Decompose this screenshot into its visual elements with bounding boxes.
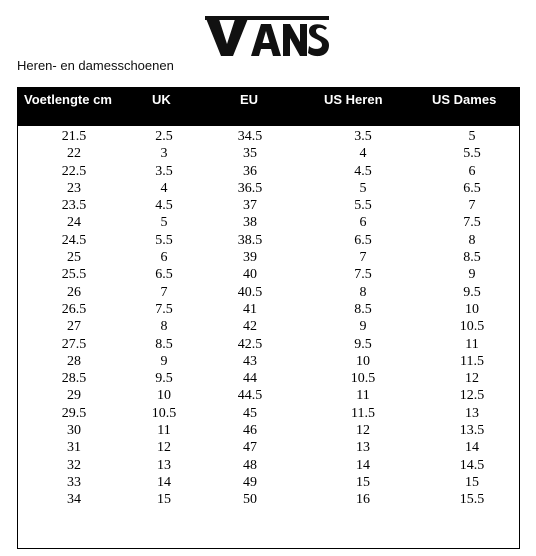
- cell-us-heren: 7.5: [354, 267, 372, 283]
- cell-us-heren: 8: [359, 284, 367, 300]
- table-row: [18, 145, 519, 162]
- cell-voetlengte: 21.5: [61, 129, 87, 144]
- cell-eu: 43: [243, 353, 257, 369]
- cell-us-heren: 11.5: [351, 405, 375, 421]
- cell-us-dames: 10.5: [459, 319, 485, 335]
- cell-uk: 10: [157, 388, 171, 404]
- cell-eu: 45: [243, 405, 257, 421]
- table-row: [18, 318, 519, 335]
- cell-voetlengte: 25: [67, 250, 81, 266]
- cell-us-dames: 13.5: [459, 423, 485, 439]
- cell-us-heren: 7: [359, 250, 367, 266]
- table-row: [18, 405, 519, 422]
- cell-us-dames: 6.5: [463, 180, 481, 196]
- table-row: [18, 439, 519, 456]
- cell-us-heren: 9: [359, 319, 367, 335]
- cell-eu: 38.5: [237, 232, 263, 248]
- vans-logo: [205, 10, 329, 62]
- cell-uk: 9.5: [155, 371, 173, 387]
- cell-uk: 15: [157, 492, 171, 508]
- header-us-dames: US Dames: [432, 92, 497, 107]
- cell-eu: 35: [243, 146, 257, 162]
- table-row: [18, 128, 519, 145]
- cell-eu: 42: [243, 319, 257, 335]
- cell-us-heren: 5.5: [354, 198, 372, 214]
- cell-us-heren: 11: [356, 388, 370, 404]
- cell-voetlengte: 28.5: [61, 371, 87, 387]
- cell-us-dames: 7.5: [463, 215, 481, 231]
- cell-us-dames: 5: [468, 129, 476, 144]
- cell-voetlengte: 29: [67, 388, 81, 404]
- table-row: [18, 370, 519, 387]
- cell-us-heren: 5: [359, 180, 367, 196]
- header-eu: EU: [240, 92, 259, 107]
- cell-voetlengte: 23.5: [61, 198, 87, 214]
- cell-voetlengte: 22.5: [61, 163, 87, 179]
- cell-us-dames: 15: [465, 474, 479, 490]
- cell-uk: 8: [160, 319, 168, 335]
- cell-us-dames: 14.5: [459, 457, 485, 473]
- cell-uk: 13: [157, 457, 171, 473]
- cell-voetlengte: 30: [67, 423, 81, 439]
- cell-us-dames: 5.5: [463, 146, 481, 162]
- cell-eu: 40.5: [237, 284, 263, 300]
- cell-eu: 47: [243, 440, 257, 456]
- cell-us-dames: 12.5: [459, 388, 485, 404]
- logo-top-bar: [205, 16, 329, 20]
- logo-letter-v: [205, 16, 249, 56]
- cell-us-heren: 3.5: [354, 129, 372, 144]
- cell-us-dames: 9: [468, 267, 476, 283]
- cell-voetlengte: 28: [67, 353, 81, 369]
- table-row: [18, 422, 519, 439]
- table-row: [18, 249, 519, 266]
- cell-voetlengte: 27: [67, 319, 81, 335]
- table-row: [18, 266, 519, 283]
- table-header: [18, 88, 519, 126]
- cell-us-dames: 15.5: [459, 492, 485, 508]
- cell-us-dames: 6: [468, 163, 476, 179]
- cell-eu: 34.5: [237, 129, 263, 144]
- cell-us-heren: 8.5: [354, 301, 372, 317]
- cell-us-dames: 10: [465, 301, 479, 317]
- logo-letter-s: [308, 24, 329, 56]
- cell-eu: 37: [243, 198, 257, 214]
- cell-us-dames: 13: [465, 405, 479, 421]
- table-row: [18, 336, 519, 353]
- cell-us-dames: 8.5: [463, 250, 481, 266]
- header-us-heren: US Heren: [324, 92, 383, 107]
- cell-voetlengte: 22: [67, 146, 81, 162]
- cell-us-heren: 12: [356, 423, 370, 439]
- table-row: [18, 301, 519, 318]
- header-voetlengte: Voetlengte cm: [24, 92, 112, 107]
- cell-eu: 41: [243, 301, 257, 317]
- cell-uk: 3.5: [155, 163, 173, 179]
- cell-us-heren: 15: [356, 474, 370, 490]
- cell-uk: 12: [157, 440, 171, 456]
- table-row: [18, 284, 519, 301]
- cell-uk: 11: [157, 423, 171, 439]
- cell-uk: 4.5: [155, 198, 173, 214]
- cell-uk: 4: [160, 180, 168, 196]
- cell-us-heren: 10.5: [350, 371, 376, 387]
- cell-uk: 6: [160, 250, 168, 266]
- cell-voetlengte: 27.5: [61, 336, 87, 352]
- cell-uk: 10.5: [151, 405, 177, 421]
- table-row: [18, 163, 519, 180]
- table-row: [18, 353, 519, 370]
- cell-us-dames: 8: [468, 232, 476, 248]
- cell-uk: 14: [157, 474, 171, 490]
- cell-eu: 44: [243, 371, 257, 387]
- cell-uk: 3: [160, 146, 168, 162]
- cell-eu: 42.5: [237, 336, 263, 352]
- cell-eu: 38: [243, 215, 257, 231]
- table-body: [18, 128, 519, 509]
- table-row: [18, 387, 519, 404]
- cell-eu: 40: [243, 267, 257, 283]
- cell-us-heren: 4: [359, 146, 367, 162]
- cell-us-heren: 6.5: [354, 232, 372, 248]
- cell-voetlengte: 29.5: [61, 405, 87, 421]
- cell-eu: 49: [243, 474, 257, 490]
- cell-us-dames: 7: [468, 198, 476, 214]
- page-subtitle: Heren- en damesschoenen: [17, 58, 174, 73]
- cell-eu: 36.5: [237, 180, 263, 196]
- cell-eu: 36: [243, 163, 257, 179]
- cell-uk: 5.5: [155, 232, 173, 248]
- cell-voetlengte: 23: [67, 180, 81, 196]
- cell-us-dames: 12: [465, 371, 479, 387]
- header-uk: UK: [152, 92, 171, 107]
- cell-uk: 8.5: [155, 336, 173, 352]
- cell-voetlengte: 34: [67, 492, 81, 508]
- cell-eu: 44.5: [237, 388, 263, 404]
- table-row: [18, 180, 519, 197]
- cell-voetlengte: 26: [67, 284, 81, 300]
- cell-us-heren: 4.5: [354, 163, 372, 179]
- table-row: [18, 232, 519, 249]
- cell-uk: 9: [160, 353, 168, 369]
- cell-us-heren: 14: [356, 457, 370, 473]
- cell-voetlengte: 26.5: [61, 301, 87, 317]
- cell-eu: 46: [243, 423, 257, 439]
- table-row: [18, 474, 519, 491]
- table-row: [18, 214, 519, 231]
- cell-us-dames: 9.5: [463, 284, 481, 300]
- cell-voetlengte: 25.5: [61, 267, 87, 283]
- cell-eu: 50: [243, 492, 257, 508]
- table-row: [18, 197, 519, 214]
- cell-us-dames: 14: [465, 440, 479, 456]
- cell-voetlengte: 31: [67, 440, 81, 456]
- cell-eu: 48: [243, 457, 257, 473]
- table-row: [18, 491, 519, 508]
- cell-uk: 2.5: [155, 129, 173, 144]
- cell-us-heren: 16: [356, 492, 370, 508]
- cell-us-heren: 6: [359, 215, 367, 231]
- cell-uk: 7.5: [155, 301, 173, 317]
- cell-uk: 5: [160, 215, 168, 231]
- cell-us-heren: 13: [356, 440, 370, 456]
- cell-voetlengte: 24: [67, 215, 81, 231]
- cell-voetlengte: 24.5: [61, 232, 87, 248]
- cell-eu: 39: [243, 250, 257, 266]
- cell-us-heren: 9.5: [354, 336, 372, 352]
- cell-uk: 7: [160, 284, 168, 300]
- cell-us-heren: 10: [356, 353, 370, 369]
- cell-us-dames: 11: [465, 336, 479, 352]
- cell-uk: 6.5: [155, 267, 173, 283]
- cell-voetlengte: 32: [67, 457, 81, 473]
- size-chart-table: [17, 87, 520, 549]
- table-row: [18, 457, 519, 474]
- cell-us-dames: 11.5: [460, 353, 484, 369]
- cell-voetlengte: 33: [67, 474, 81, 490]
- logo-letter-n: [283, 24, 307, 56]
